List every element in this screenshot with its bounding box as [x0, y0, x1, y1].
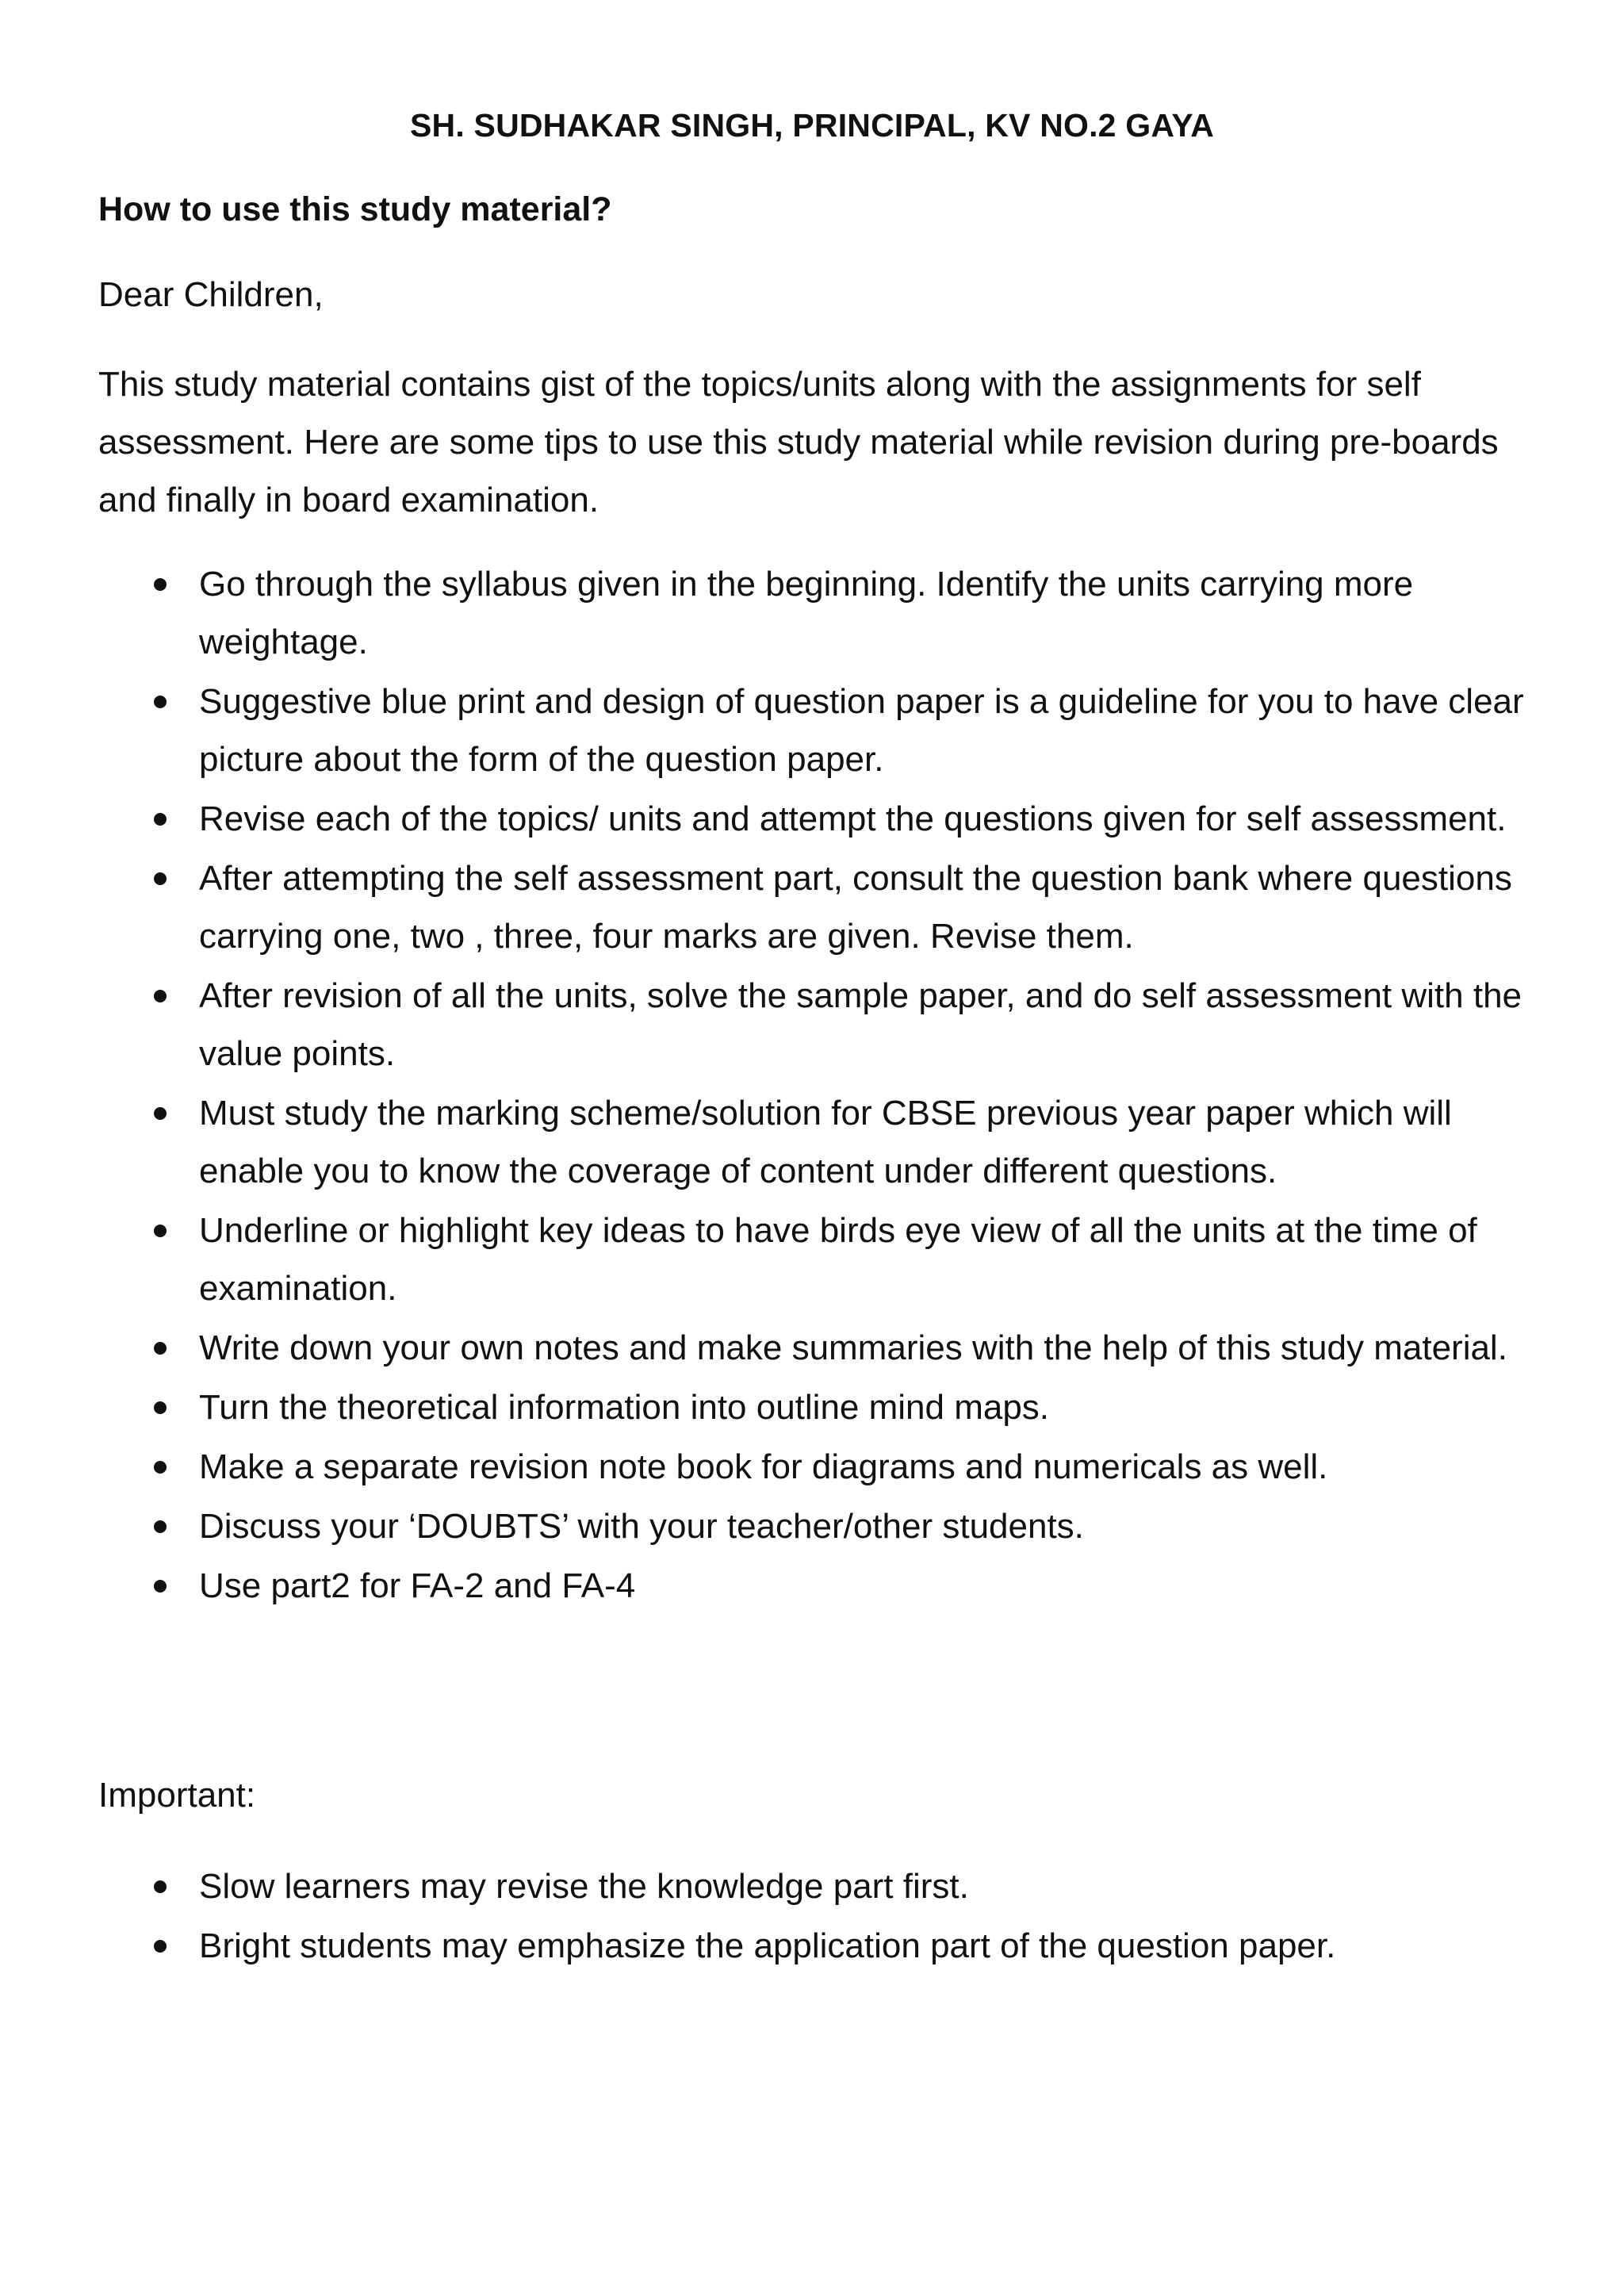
list-item-text: Slow learners may revise the knowledge part first. — [199, 1867, 969, 1906]
list-item-text: Make a separate revision note book for diagrams and numericals as well. — [199, 1447, 1328, 1486]
greeting-line: Dear Children, — [98, 275, 324, 314]
section-title: How to use this study material? — [98, 190, 612, 228]
list-item — [98, 1917, 1549, 1975]
list-item-text: Suggestive blue print and design of question paper is a guideline for you to have clear picture about the form of the question paper. — [199, 682, 1524, 779]
list-item — [98, 1857, 1549, 1915]
intro-paragraph: This study material contains gist of the topics/units along with the assignments for self assessment. Here are some tips to use this study material while revision during pre-boards and finally in board examination. — [98, 365, 1499, 519]
bullet-icon — [154, 1107, 167, 1120]
list-item-text: After attempting the self assessment part, consult the question bank where questions carrying one, two , three, four marks are given. Revise them. — [199, 859, 1512, 956]
list-item-text: Write down your own notes and make summaries with the help of this study material. — [199, 1328, 1507, 1367]
list-item-text: Must study the marking scheme/solution for CBSE previous year paper which will enable you to know the coverage of content under different questions. — [199, 1094, 1452, 1190]
list-item — [98, 1557, 1549, 1615]
list-item-text: After revision of all the units, solve the sample paper, and do self assessment with the value points. — [199, 976, 1522, 1073]
bullet-icon — [154, 872, 167, 885]
bullet-icon — [154, 1580, 167, 1593]
bullet-icon — [154, 1461, 167, 1474]
bullet-icon — [154, 1520, 167, 1533]
list-item-text: Revise each of the topics/ units and attempt the questions given for self assessment. — [199, 799, 1507, 838]
bullet-icon — [154, 1342, 167, 1355]
list-item — [98, 967, 1549, 1083]
list-item-text: Go through the syllabus given in the beginning. Identify the units carrying more weightage. — [199, 565, 1414, 661]
list-item — [98, 1319, 1549, 1377]
list-item-text: Discuss your ‘DOUBTS’ with your teacher/other students. — [199, 1507, 1084, 1546]
list-item — [98, 555, 1549, 671]
bullet-icon — [154, 813, 167, 826]
list-item-text: Use part2 for FA-2 and FA-4 — [199, 1566, 636, 1605]
document-heading: SH. SUDHAKAR SINGH, PRINCIPAL, KV NO.2 GAYA — [409, 107, 1215, 144]
bullet-icon — [154, 1225, 167, 1237]
list-item — [98, 1497, 1549, 1555]
list-item — [98, 1202, 1549, 1317]
list-item — [98, 1084, 1549, 1200]
bullet-icon — [154, 1401, 167, 1414]
list-item-text: Underline or highlight key ideas to have birds eye view of all the units at the time of examination. — [199, 1211, 1477, 1308]
important-label: Important: — [98, 1776, 256, 1815]
list-item — [98, 849, 1549, 965]
tips-list — [98, 555, 1549, 1616]
list-item-text: Bright students may emphasize the application part of the question paper. — [199, 1926, 1336, 1965]
bullet-icon — [154, 696, 167, 708]
bullet-icon — [154, 1940, 167, 1953]
important-list — [98, 1857, 1549, 1976]
bullet-icon — [154, 990, 167, 1002]
list-item — [98, 1378, 1549, 1436]
bullet-icon — [154, 1880, 167, 1893]
list-item — [98, 790, 1549, 848]
list-item-text: Turn the theoretical information into outline mind maps. — [199, 1388, 1050, 1427]
list-item — [98, 673, 1549, 788]
list-item — [98, 1438, 1549, 1496]
bullet-icon — [154, 578, 167, 591]
